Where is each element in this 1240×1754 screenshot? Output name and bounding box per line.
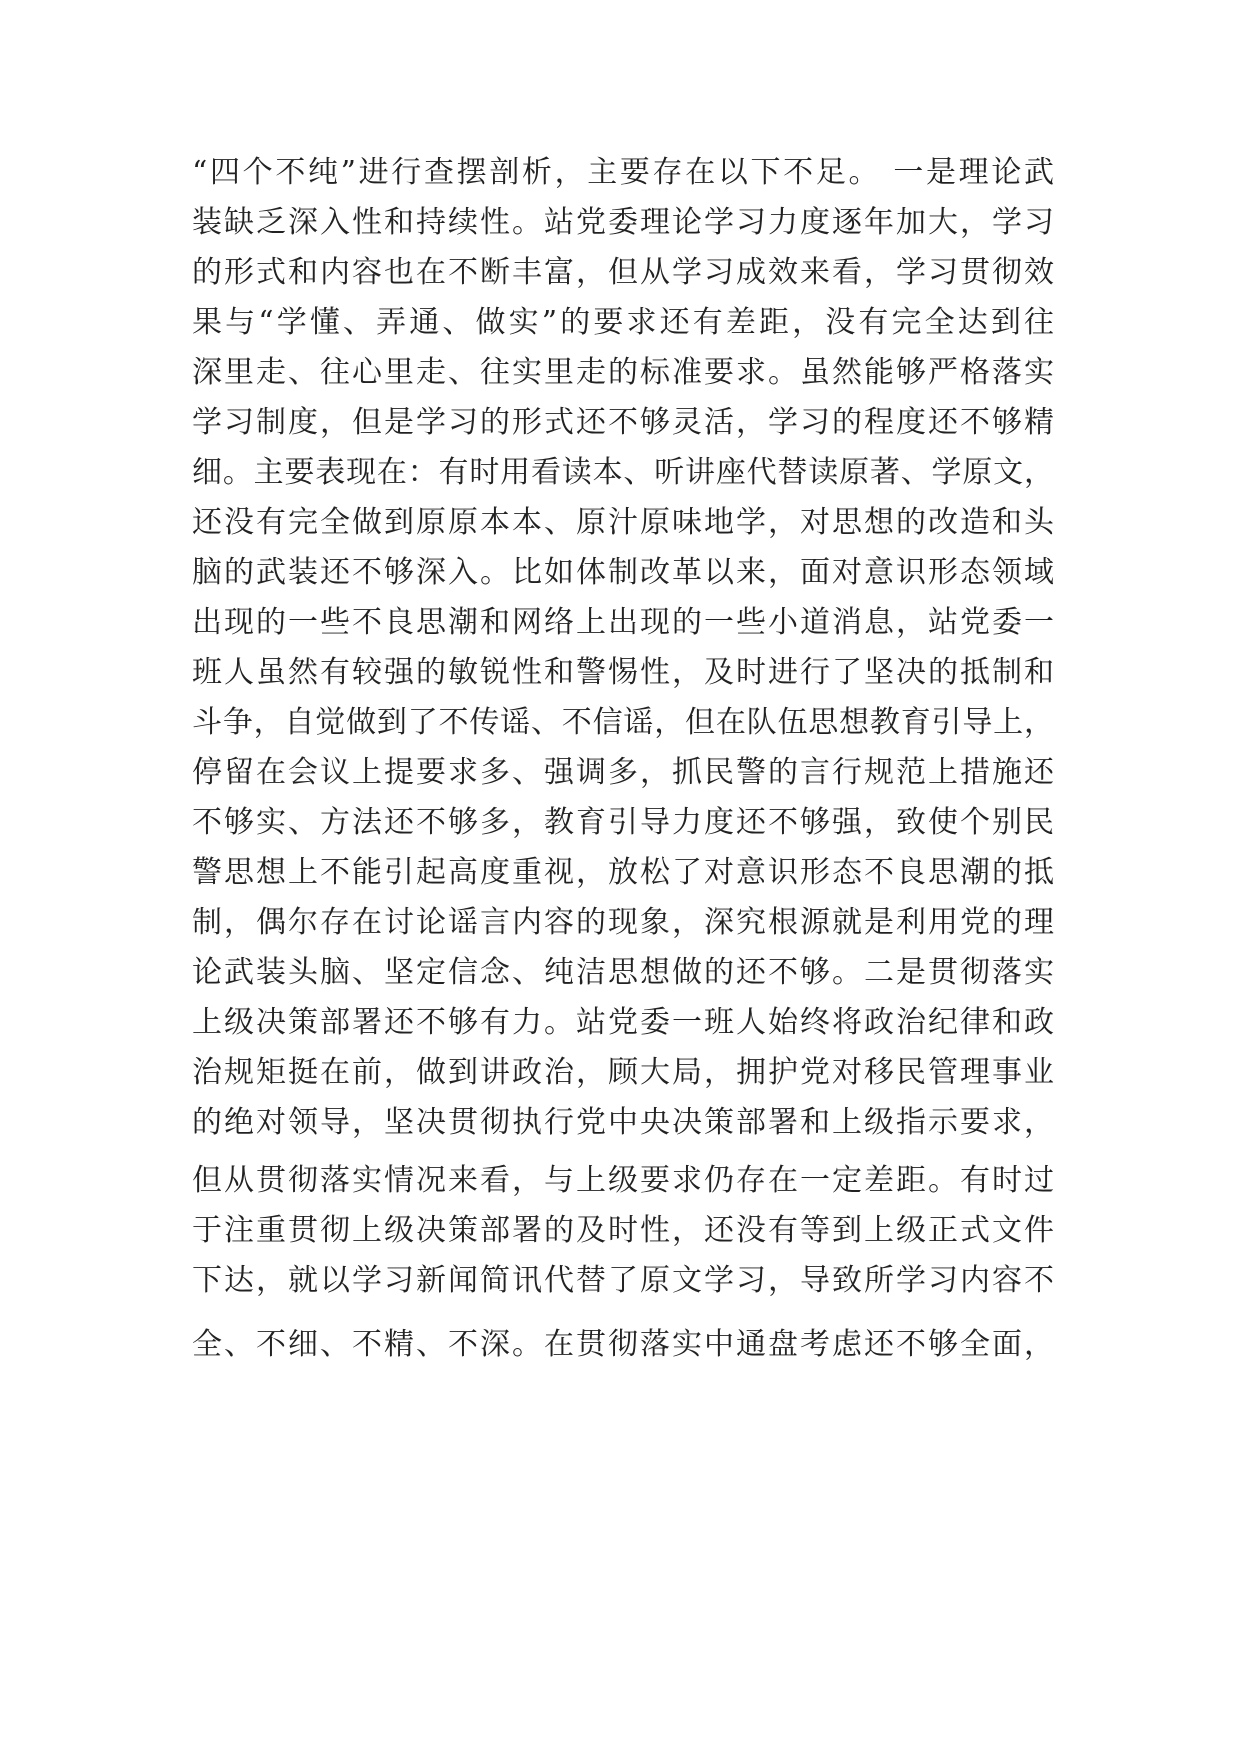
- text-line: 的绝对领导，坚决贯彻执行党中央决策部署和上级指示要求，: [192, 1105, 1054, 1140]
- text-line: 斗争，自觉做到了不传谣、不信谣，但在队伍思想教育引导上，: [192, 705, 1054, 740]
- text-line: 制，偶尔存在讨论谣言内容的现象，深究根源就是利用党的理: [192, 905, 1054, 940]
- text-line: 脑的武装还不够深入。比如体制改革以来，面对意识形态领域: [192, 555, 1054, 590]
- body-text: [192, 148, 1054, 1370]
- text-line: 果与“学懂、弄通、做实”的要求还有差距，没有完全达到往: [192, 305, 1054, 340]
- text-line: 班人虽然有较强的敏锐性和警惕性，及时进行了坚决的抵制和: [192, 655, 1054, 690]
- text-line: 论武装头脑、坚定信念、纯洁思想做的还不够。二是贯彻落实: [192, 955, 1054, 990]
- text-line: 警思想上不能引起高度重视，放松了对意识形态不良思潮的抵: [192, 855, 1054, 890]
- text-line: 深里走、往心里走、往实里走的标准要求。虽然能够严格落实: [192, 355, 1054, 390]
- text-line: 于注重贯彻上级决策部署的及时性，还没有等到上级正式文件: [192, 1213, 1054, 1248]
- text-line: 还没有完全做到原原本本、原汁原味地学，对思想的改造和头: [192, 505, 1054, 540]
- text-line: 出现的一些不良思潮和网络上出现的一些小道消息，站党委一: [192, 605, 1054, 640]
- text-line: 上级决策部署还不够有力。站党委一班人始终将政治纪律和政: [192, 1005, 1054, 1040]
- text-line: “四个不纯”进行查摆剖析，主要存在以下不足。 一是理论武: [192, 155, 1054, 190]
- text-line: 下达，就以学习新闻简讯代替了原文学习，导致所学习内容不: [192, 1263, 1054, 1298]
- text-line: 但从贯彻落实情况来看，与上级要求仍存在一定差距。有时过: [192, 1163, 1054, 1198]
- text-line: 装缺乏深入性和持续性。站党委理论学习力度逐年加大，学习: [192, 205, 1054, 240]
- text-line: 全、不细、不精、不深。在贯彻落实中通盘考虑还不够全面，: [192, 1327, 1054, 1362]
- text-line: 停留在会议上提要求多、强调多，抓民警的言行规范上措施还: [192, 755, 1054, 790]
- text-line: 学习制度，但是学习的形式还不够灵活，学习的程度还不够精: [192, 405, 1054, 440]
- text-line: 的形式和内容也在不断丰富，但从学习成效来看，学习贯彻效: [192, 255, 1054, 290]
- text-line: 治规矩挺在前，做到讲政治，顾大局，拥护党对移民管理事业: [192, 1055, 1054, 1090]
- text-line: 不够实、方法还不够多，教育引导力度还不够强，致使个别民: [192, 805, 1054, 840]
- text-line: 细。主要表现在：有时用看读本、听讲座代替读原著、学原文，: [192, 455, 1054, 490]
